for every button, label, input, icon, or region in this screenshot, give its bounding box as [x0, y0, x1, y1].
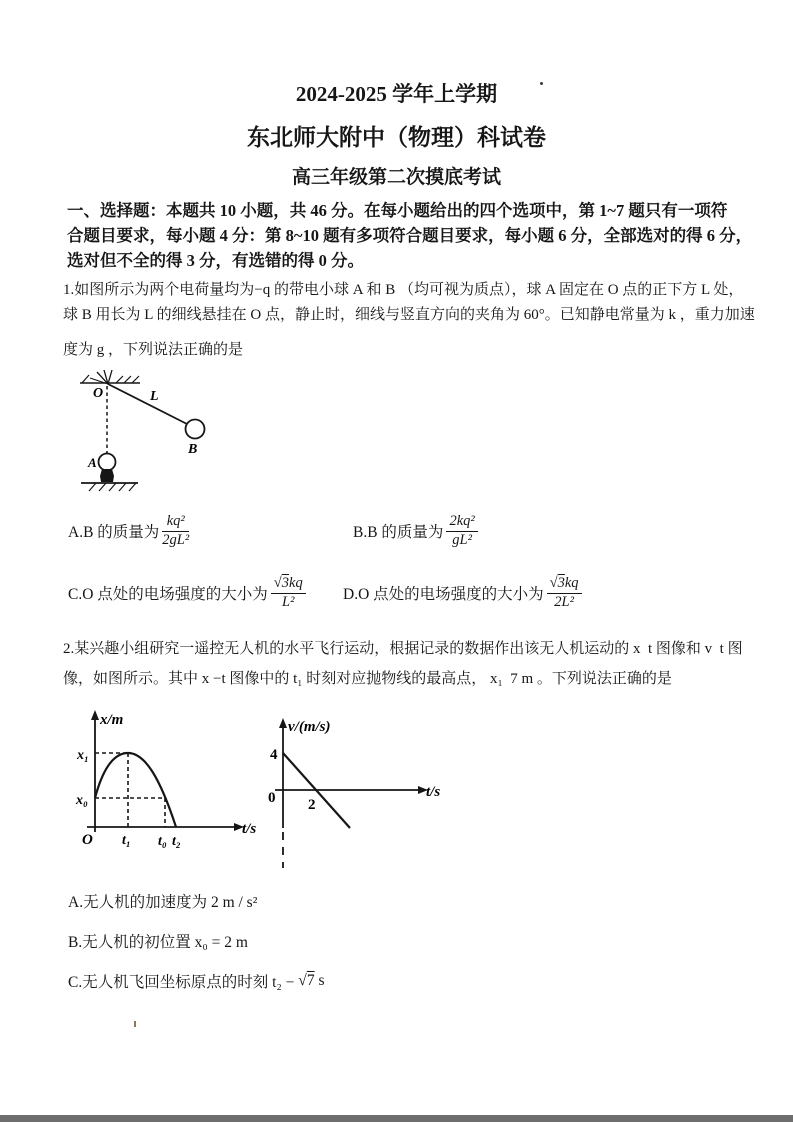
xt-xlabel: t/s [242, 821, 257, 837]
ball-a-label: A [88, 455, 97, 470]
q1-option-b-text: B.B 的质量为 [353, 524, 444, 541]
vt-graph [252, 716, 447, 876]
q2-option-b-text: B.无人机的初位置 x₀ = 2 m [68, 934, 248, 951]
ball-b-label: B [188, 442, 198, 457]
q1-option-b [353, 508, 478, 554]
ball-a [99, 454, 116, 471]
title-exam-name: 高三年级第二次摸底考试 [291, 167, 501, 188]
q1-option-c-fraction: $\frac{√3kq}{\text{L²}}$ [271, 576, 306, 611]
stray-mark [134, 1021, 136, 1027]
xt-origin-label: O [82, 832, 93, 848]
xt-x1-label: x₁ [77, 748, 89, 763]
point-o-label: O [93, 386, 104, 401]
q2-option-a-text: A.无人机的加速度为 2 m / s² [68, 894, 258, 911]
q1-option-c-text: C.O 点处的电场强度的大小为 [68, 586, 268, 603]
instructions-line-1: 一、选择题：本题共 10 小题，共 46 分。在每小题给出的四个选项中，第 1~7 题只有一项符 [67, 201, 728, 220]
q1-option-d-fraction: $\frac{√3kq}{\text{2L²}}$ [547, 576, 582, 611]
sqrt-symbol: √ [298, 972, 307, 989]
q1-stem-line-3: 度为 g ，下列说法正确的是 [63, 342, 244, 358]
xt-t0-label: t₀ [158, 834, 167, 849]
title-school-subject: 东北师大附中（物理）科试卷 [247, 125, 546, 150]
q1-option-c [68, 570, 306, 616]
q1-stem-line-1: 1.如图所示为两个电荷量均为−q 的带电小球 A 和 B （均可视为质点），球 A 固定在 O 点的正下方 L 处， [63, 282, 744, 298]
q2-stem-line-1: 2.某兴趣小组研究一遥控无人机的水平飞行运动，根据记录的数据作出该无人机运动的 x t 图像和 v t 图 [63, 641, 743, 657]
q2-option-b [68, 928, 248, 954]
instructions-line-2: 合题目要求，每小题 4 分：第 8~10 题有多项符合题目要求，每小题 6 分，全部选对的得 6 分， [67, 226, 753, 245]
title-term: 2024-2025 学年上学期 [295, 82, 498, 106]
pedestal [100, 469, 114, 482]
q1-option-a-text: A.B 的质量为 [68, 524, 160, 541]
xt-t1-label: t₁ [122, 833, 131, 848]
page-bottom-edge [0, 1115, 793, 1122]
q1-stem-line-2: 球 B 用长为 L 的细线悬挂在 O 点，静止时，细线与竖直方向的夹角为 60°。已知静电常量为 k ，重力加速 [63, 307, 755, 323]
q2-option-a [68, 888, 257, 914]
q2-option-c-text: C.无人机飞回坐标原点的时刻 t₂ − [68, 974, 299, 991]
ball-b [186, 420, 205, 439]
vt-xlabel: t/s [426, 784, 441, 800]
q1-option-d [343, 570, 582, 616]
q1-option-a-fraction: $\frac{\text{kq²}}{\text{2gL²}}$ [162, 512, 190, 548]
sqrt-symbol: √ [273, 574, 282, 591]
q2-stem-line-2: 像，如图所示。其中 x −t 图像中的 t₁ 时刻对应抛物线的最高点， x₁ 7 m 。下列说法正确的是 [63, 671, 672, 687]
q1-option-b-fraction: $\frac{\text{2kq²}}{\text{gL²}}$ [446, 514, 477, 549]
section-instructions [67, 198, 752, 273]
xt-t2-label: t₂ [172, 834, 181, 849]
string-l-label: L [150, 389, 159, 404]
vt-2-label: 2 [308, 797, 316, 813]
vt-ylabel: v/(m/s) [288, 719, 331, 735]
xt-graph [72, 708, 267, 873]
xt-x0-label: x₀ [76, 793, 88, 808]
q2-option-c: C.无人机飞回坐标原点的时刻 t₂ − √ 7 s [68, 972, 325, 991]
question-1-stem [63, 278, 755, 363]
question-2-stem [63, 634, 743, 694]
q1-option-a [68, 508, 189, 554]
q1-option-d-text: D.O 点处的电场强度的大小为 [343, 586, 544, 603]
stray-dot [540, 82, 543, 85]
xt-ylabel: x/m [100, 712, 124, 728]
instructions-line-3: 选对但不全的得 3 分，有选错的得 0 分。 [67, 251, 364, 270]
vt-4-label: 4 [270, 747, 278, 763]
q1-figure [76, 368, 246, 494]
sqrt-symbol: √ [549, 574, 558, 591]
vt-0-label: 0 [268, 790, 276, 806]
